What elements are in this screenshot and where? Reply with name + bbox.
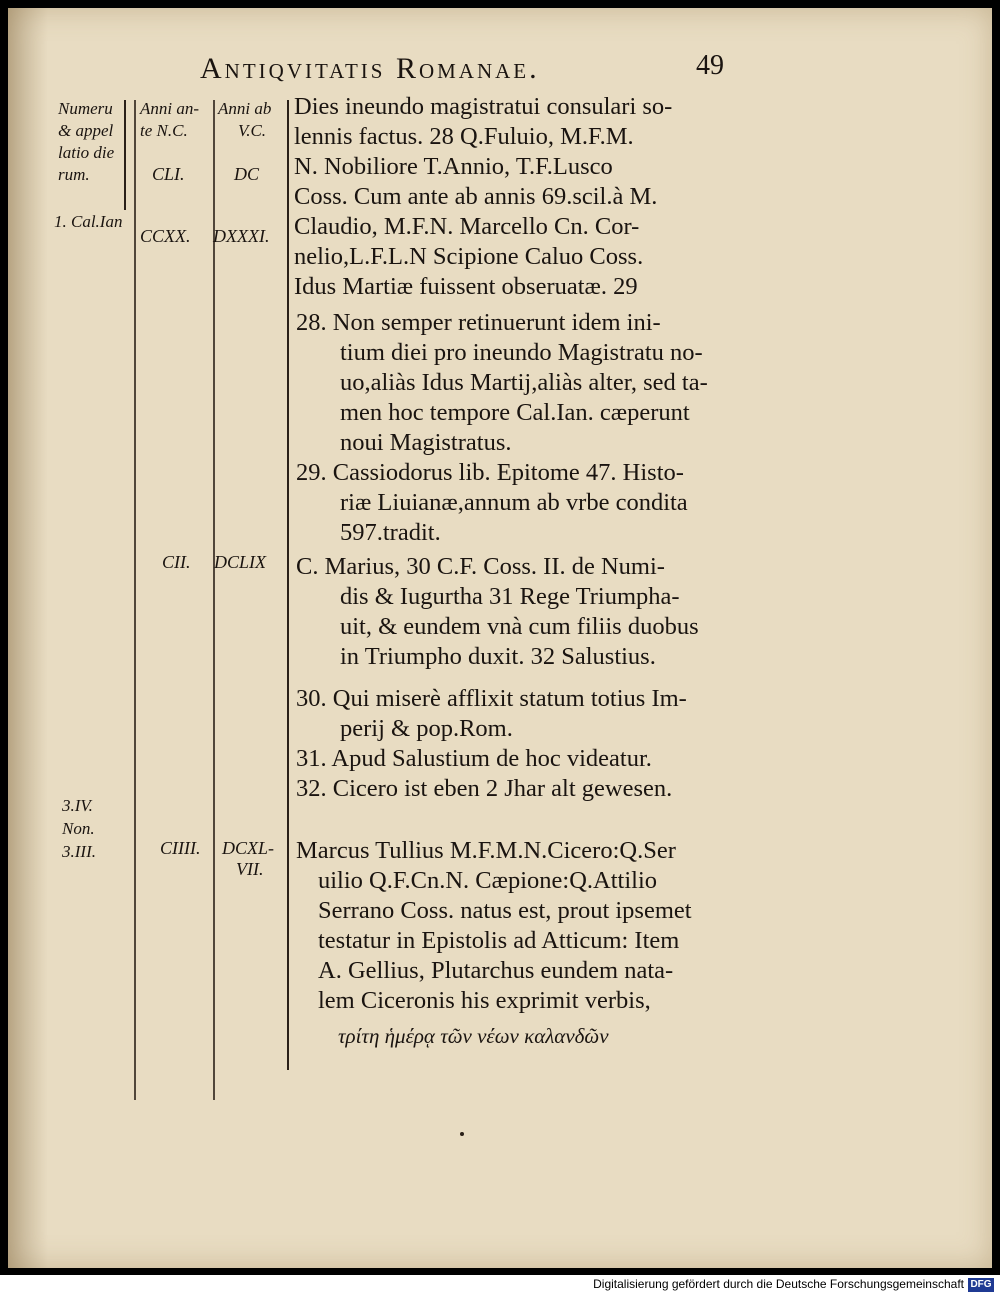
book-page: [8, 8, 992, 1268]
entry-text: Marcus Tullius M.F.M.N.Cicero:Q.Ser uilio Q.F.Cn.N. Cæpione:Q.Attilio Serrano Coss. natus est, prout ipsemet testatur in Epistolis ad Atticum: Item A. Gellius, Plutarchus eundem nata- lem Ciceronis his exprimit verbis,: [296, 837, 692, 1014]
year-ante: CIIII.: [160, 838, 201, 858]
running-title: Antiqvitatis Romanae.: [200, 52, 540, 85]
page-number: 49: [696, 50, 724, 81]
column-head-numerus: Numeru & appel latio die rum.: [58, 99, 115, 184]
column-head-anni-ab: Anni ab V.C.: [218, 99, 272, 140]
year-ab: DXXXI.: [213, 226, 270, 246]
margin-date: 1. Cal.Ian: [54, 212, 123, 231]
entry-text: C. Marius, 30 C.F. Coss. II. de Numi- dis & Iugurtha 31 Rege Triumpha- uit, & eundem vnà cum filiis duobus in Triumpho duxit. 32 Salustius.: [296, 553, 699, 670]
year-ab: DCXL- VII.: [222, 838, 275, 879]
entry-notes: 28. Non semper retinuerunt idem ini- tium diei pro ineundo Magistratu no- uo,aliàs Idus Martij,aliàs alter, sed ta- men hoc tempore Cal.Ian. cæperunt noui Magistratus. 29. Cassiodorus lib. Epitome 47. Histo- riæ Liuianæ,annum ab vrbe condita 597.tradit.: [296, 309, 708, 546]
entry-notes: 30. Qui miserè afflixit statum totius Im- perij & pop.Rom. 31. Apud Salustium de hoc videatur. 32. Cicero ist eben 2 Jhar alt gewesen.: [296, 685, 687, 802]
column-rule: [213, 100, 215, 1100]
year-ante: CLI.: [152, 164, 185, 184]
ink-dot: [460, 1132, 464, 1136]
margin-date: 3.IV. Non. 3.III.: [62, 796, 96, 861]
column-rule: [287, 100, 289, 1070]
credit-text: Digitalisierung gefördert durch die Deutsche Forschungsgemeinschaft: [593, 1277, 964, 1291]
page-gutter-shadow: [8, 8, 48, 1268]
entry-text: Dies ineundo magistratui consulari so- lennis factus. 28 Q.Fuluio, M.F.M. N. Nobiliore T.Annio, T.F.Lusco Coss. Cum ante ab annis 69.scil.à M. Claudio, M.F.N. Marcello Cn. Cor- nelio,L.F.L.N Scipione Caluo Coss. Idus Martiæ fuissent obseruatæ. 29: [294, 93, 673, 300]
column-rule: [134, 100, 136, 1100]
column-rule: [124, 100, 126, 210]
year-ab: DC: [234, 164, 260, 184]
year-ante: CII.: [162, 552, 191, 572]
column-head-anni-ante: Anni an- te N.C.: [140, 99, 200, 140]
dfg-logo-icon: DFG: [968, 1278, 994, 1292]
year-ante: CCXX.: [140, 226, 191, 246]
credit-bar: [0, 1275, 1000, 1295]
greek-quotation: τρίτη ἡμέρᾳ τῶν νέων καλανδῶν: [338, 1024, 609, 1048]
year-ab: DCLIX: [214, 552, 267, 572]
